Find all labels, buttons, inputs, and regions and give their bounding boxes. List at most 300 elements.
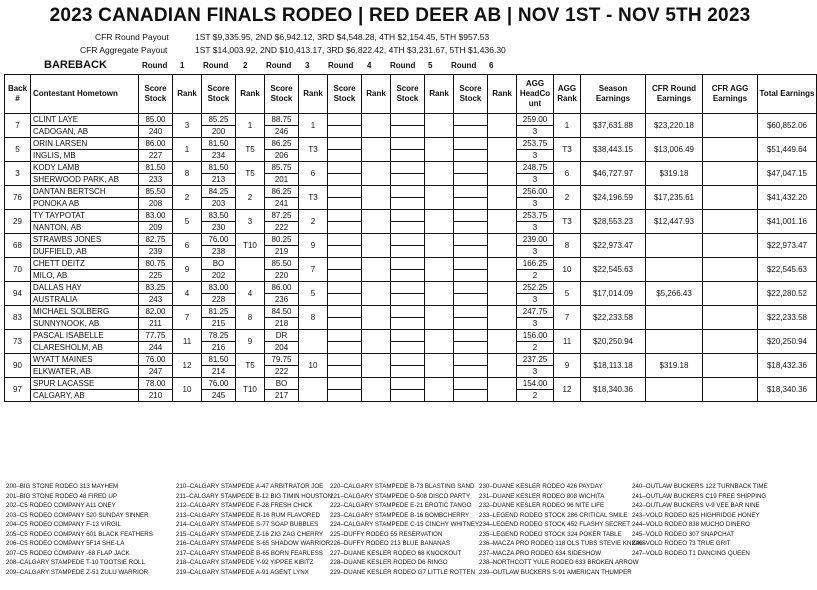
round-6-stock	[454, 366, 488, 378]
season-earnings: $37,631.88	[581, 114, 646, 138]
stock-list-item: 219–CALGARY STAMPEDE A-91 AGENT LYNX	[176, 568, 309, 576]
round-6-rank	[488, 306, 517, 330]
round-1-rank: 11	[173, 330, 202, 354]
agg-rank: T3	[554, 210, 581, 234]
total-earnings: $60,852.06	[758, 114, 817, 138]
round-5-stock	[391, 270, 425, 282]
back-number: 3	[5, 162, 31, 186]
round-2-score: 76.00	[202, 378, 236, 390]
round-6-score	[454, 258, 488, 270]
round-1-score: 78.00	[139, 378, 173, 390]
round-4-stock	[328, 198, 362, 210]
stock-list-item: 230–DUANE KESLER RODEO 426 PAYDAY	[479, 483, 603, 490]
round-3-stock: 201	[265, 174, 299, 186]
round-1-stock: 211	[139, 318, 173, 330]
round-6-stock	[454, 294, 488, 306]
round-3-stock: 236	[265, 294, 299, 306]
cfr-agg-earnings	[703, 258, 758, 282]
stock-list-item: 240–OUTLAW BUCKERS 122 TURNBACK TIME	[632, 483, 768, 490]
round-3-stock: 222	[265, 366, 299, 378]
agg-score: 253.75	[517, 138, 554, 150]
table-row	[5, 354, 817, 366]
contestant-hometown: PONOKA AB	[31, 198, 139, 210]
round-6-rank	[488, 282, 517, 306]
round-4-score	[328, 258, 362, 270]
agg-rank: T3	[554, 138, 581, 162]
round-3-rank: 5	[299, 282, 328, 306]
round-5-rank	[425, 330, 454, 354]
round-4-stock	[328, 126, 362, 138]
stock-list-item: 213–CALGARY STAMPEDE R-16 RUM FLAVORED	[176, 511, 320, 519]
round-3-score: 87.25	[265, 210, 299, 222]
round-6-rank	[488, 162, 517, 186]
stock-list-col-4	[479, 482, 646, 577]
round-5-stock	[391, 318, 425, 330]
round-payout-value: 1ST $9,335.95, 2ND $6,942.12, 3RD $4,548.28, 4TH $2,154.45, 5TH $957.53	[195, 32, 490, 42]
round-label: Round	[328, 61, 354, 70]
cfr-round-earnings: $319.18	[646, 354, 703, 378]
round-label: Round	[390, 61, 416, 70]
agg-rank: 7	[554, 306, 581, 330]
stock-list-item: 200–BIG STONE RODEO 313 MAYHEM	[6, 483, 119, 490]
cfr-round-earnings: $13,006.49	[646, 138, 703, 162]
round-1-rank: 10	[173, 378, 202, 402]
stock-list-item: 241–OUTLAW BUCKERS C19 FREE SHIPPING	[632, 492, 767, 500]
round-5-rank	[425, 210, 454, 234]
season-earnings: $24,196.59	[581, 186, 646, 210]
round-5-score	[391, 162, 425, 174]
season-earnings: $46,727.97	[581, 162, 646, 186]
round-6-score	[454, 138, 488, 150]
col-r2-rank: Rank	[236, 75, 265, 114]
table-row	[5, 234, 817, 246]
total-earnings: $51,449.64	[758, 138, 817, 162]
round-3-score: 86.25	[265, 186, 299, 198]
agg-score: 156.00	[517, 330, 554, 342]
season-earnings: $22,973.47	[581, 234, 646, 258]
round-5-rank	[425, 306, 454, 330]
round-4-score	[328, 210, 362, 222]
back-number: 97	[5, 378, 31, 402]
stock-list-item: 209–CALGARY STAMPEDE Z-51 ZULU WARRIOR	[6, 568, 149, 576]
round-5-stock	[391, 390, 425, 402]
round-6-score	[454, 378, 488, 390]
round-3-rank	[299, 330, 328, 354]
header-row	[5, 75, 817, 114]
round-3-stock: 217	[265, 390, 299, 402]
stock-list-item: 244–VOLD RODEO 838 MUCHO DINERO	[632, 521, 750, 528]
round-4-score	[328, 354, 362, 366]
cfr-round-earnings: $17,235.61	[646, 186, 703, 210]
round-4-rank	[362, 234, 391, 258]
col-r6-rank: Rank	[488, 75, 517, 114]
col-r2-score: Score Stock	[202, 75, 236, 114]
round-4-score	[328, 330, 362, 342]
stock-list-item: 234–LEGEND RODEO STOCK 452 FLASHY SECRET	[479, 521, 631, 528]
cfr-round-earnings: $23,220.18	[646, 114, 703, 138]
round-3-rank: T3	[299, 138, 328, 162]
round-5-rank	[425, 234, 454, 258]
round-2-rank: T10	[236, 378, 265, 402]
round-4-rank	[362, 378, 391, 402]
col-r1-score: Score Stock	[139, 75, 173, 114]
stock-list-item: 210–CALGARY STAMPEDE A-47 ARBITRATOR JOE	[176, 483, 324, 490]
round-2-score: 85.25	[202, 114, 236, 126]
round-6-score	[454, 306, 488, 318]
back-number: 83	[5, 306, 31, 330]
stock-list-col-5	[632, 482, 768, 558]
round-4-stock	[328, 270, 362, 282]
round-3-stock: 206	[265, 150, 299, 162]
round-3-score: 88.75	[265, 114, 299, 126]
agg-rank: 5	[554, 282, 581, 306]
agg-score: 253.75	[517, 210, 554, 222]
round-2-stock: 214	[202, 366, 236, 378]
contestant-name: WYATT MAINES	[31, 354, 139, 366]
round-4-rank	[362, 354, 391, 378]
cfr-round-earnings	[646, 306, 703, 330]
round-1-rank: 5	[173, 210, 202, 234]
contestant-name: ORIN LARSEN	[31, 138, 139, 150]
col-agg-head: AGG HeadCo unt	[517, 75, 554, 114]
agg-rank: 6	[554, 162, 581, 186]
round-1-rank: 2	[173, 186, 202, 210]
contestant-hometown: DUFFIELD, AB	[31, 246, 139, 258]
round-6-score	[454, 234, 488, 246]
stock-list-item: 202–C5 RODEO COMPANY A11 ONEY	[6, 502, 116, 509]
round-2-stock: 238	[202, 246, 236, 258]
round-2-score: 81.25	[202, 306, 236, 318]
round-4-score	[328, 282, 362, 294]
total-earnings: $41,001.16	[758, 210, 817, 234]
agg-score: 248.75	[517, 162, 554, 174]
round-4-rank	[362, 162, 391, 186]
back-number: 76	[5, 186, 31, 210]
stock-list-item: 226–DUFFY RODEO 213 BLUE BANANAS	[330, 540, 450, 547]
agg-head-count: 3	[517, 246, 554, 258]
round-3-stock: 222	[265, 222, 299, 234]
round-number: 6	[489, 61, 494, 70]
season-earnings: $20,250.94	[581, 330, 646, 354]
round-4-rank	[362, 210, 391, 234]
round-1-stock: 233	[139, 174, 173, 186]
round-5-stock	[391, 246, 425, 258]
table-row	[5, 330, 817, 342]
round-2-score: 81.50	[202, 138, 236, 150]
round-1-score: 85.00	[139, 114, 173, 126]
round-1-rank: 8	[173, 162, 202, 186]
table-row	[5, 258, 817, 270]
col-agg-rank: AGG Rank	[554, 75, 581, 114]
stock-list-col-2	[176, 482, 332, 577]
table-row	[5, 306, 817, 318]
round-1-rank: 9	[173, 258, 202, 282]
round-2-score: 78.25	[202, 330, 236, 342]
stock-list-col-1	[6, 482, 153, 577]
agg-rank: 11	[554, 330, 581, 354]
table-row	[5, 378, 817, 390]
cfr-round-earnings: $12,447.93	[646, 210, 703, 234]
round-5-score	[391, 330, 425, 342]
round-1-score: 81.50	[139, 162, 173, 174]
round-4-stock	[328, 318, 362, 330]
aggregate-payout-value: 1ST $14,003.92, 2ND $10,413.17, 3RD $6,822.42, 4TH $3,231.67, 5TH $1,436.30	[195, 45, 506, 55]
total-earnings: $22,233.58	[758, 306, 817, 330]
round-1-stock: 209	[139, 222, 173, 234]
season-earnings: $22,545.63	[581, 258, 646, 282]
agg-head-count: 2	[517, 390, 554, 402]
cfr-agg-earnings	[703, 330, 758, 354]
round-2-score: BO	[202, 258, 236, 270]
cfr-agg-earnings	[703, 162, 758, 186]
round-5-score	[391, 354, 425, 366]
round-3-score: 85.50	[265, 258, 299, 270]
back-number: 90	[5, 354, 31, 378]
round-number: 1	[180, 61, 185, 70]
agg-head-count: 3	[517, 294, 554, 306]
season-earnings: $17,014.09	[581, 282, 646, 306]
round-1-rank: 4	[173, 282, 202, 306]
round-1-score: 82.00	[139, 306, 173, 318]
stock-list-item: 247–VOLD RODEO T1 DANCING QUEEN	[632, 549, 750, 557]
agg-score: 259.00	[517, 114, 554, 126]
round-1-rank: 12	[173, 354, 202, 378]
round-4-score	[328, 378, 362, 390]
stock-list-item: 205–C5 RODEO COMPANY 601 BLACK FEATHERS	[6, 530, 153, 538]
stock-list-item: 220–CALGARY STAMPEDE B-73 BLASTING SAND	[330, 483, 475, 490]
round-6-stock	[454, 390, 488, 402]
round-2-rank: T10	[236, 234, 265, 258]
round-4-rank	[362, 138, 391, 162]
cfr-round-earnings: $319.18	[646, 162, 703, 186]
round-6-score	[454, 114, 488, 126]
round-5-rank	[425, 282, 454, 306]
round-3-rank	[299, 378, 328, 402]
round-6-rank	[488, 234, 517, 258]
table-row	[5, 186, 817, 198]
back-number: 5	[5, 138, 31, 162]
agg-score: 166.25	[517, 258, 554, 270]
round-3-stock: 220	[265, 270, 299, 282]
table-row	[5, 210, 817, 222]
round-3-stock: 241	[265, 198, 299, 210]
table-row	[5, 282, 817, 294]
cfr-round-earnings	[646, 234, 703, 258]
round-5-rank	[425, 186, 454, 210]
stock-list-item: 203–C5 RODEO COMPANY 520 SUNDAY SINNER	[6, 511, 149, 519]
contestant-name: SPUR LACASSE	[31, 378, 139, 390]
contestant-hometown: INGLIS, MB	[31, 150, 139, 162]
total-earnings: $41,432.20	[758, 186, 817, 210]
round-3-rank: 6	[299, 162, 328, 186]
stock-list-item: 246–VOLD RODEO 73 TRUE GRIT	[632, 540, 731, 547]
contestant-hometown: SHERWOOD PARK, AB	[31, 174, 139, 186]
agg-score: 256.00	[517, 186, 554, 198]
round-6-rank	[488, 186, 517, 210]
round-4-score	[328, 306, 362, 318]
round-3-rank: 1	[299, 114, 328, 138]
round-6-stock	[454, 174, 488, 186]
round-3-rank: 2	[299, 210, 328, 234]
round-6-stock	[454, 126, 488, 138]
agg-head-count: 3	[517, 150, 554, 162]
event-name: BAREBACK	[44, 59, 107, 71]
round-4-stock	[328, 150, 362, 162]
round-4-score	[328, 234, 362, 246]
season-earnings: $28,553.23	[581, 210, 646, 234]
stock-list-item: 214–CALGARY STAMPEDE S-77 SOAP BUBBLES	[176, 521, 319, 528]
round-1-stock: 225	[139, 270, 173, 282]
total-earnings: $18,432.36	[758, 354, 817, 378]
back-number: 7	[5, 114, 31, 138]
contestant-hometown: MILO, AB	[31, 270, 139, 282]
stock-list-item: 201–BIG STONE RODEO 48 FIRED UP	[6, 492, 117, 500]
agg-rank: 2	[554, 186, 581, 210]
col-r5-score: Score Stock	[391, 75, 425, 114]
round-2-stock: 230	[202, 222, 236, 234]
agg-head-count: 3	[517, 126, 554, 138]
round-4-rank	[362, 282, 391, 306]
contestant-name: PASCAL ISABELLE	[31, 330, 139, 342]
round-6-stock	[454, 246, 488, 258]
back-number: 70	[5, 258, 31, 282]
round-6-stock	[454, 318, 488, 330]
round-1-stock: 244	[139, 342, 173, 354]
round-2-stock: 200	[202, 126, 236, 138]
total-earnings: $22,973.47	[758, 234, 817, 258]
round-2-stock: 234	[202, 150, 236, 162]
round-3-score: 85.75	[265, 162, 299, 174]
stock-list-item: 218–CALGARY STAMPEDE Y-92 YIPPEE KIBITZ	[176, 559, 314, 566]
round-payout-label: CFR Round Payout	[95, 32, 169, 42]
round-4-rank	[362, 114, 391, 138]
round-5-rank	[425, 138, 454, 162]
round-5-stock	[391, 294, 425, 306]
round-1-score: 86.00	[139, 138, 173, 150]
round-3-score: DR	[265, 330, 299, 342]
round-6-score	[454, 186, 488, 198]
round-5-score	[391, 282, 425, 294]
round-1-rank: 6	[173, 234, 202, 258]
stock-list-item: 232–DUANE KESLER RODEO 96 NITE LIFE	[479, 502, 605, 509]
round-5-stock	[391, 198, 425, 210]
agg-score: 252.25	[517, 282, 554, 294]
round-4-stock	[328, 294, 362, 306]
agg-head-count: 3	[517, 366, 554, 378]
table-row	[5, 138, 817, 150]
cfr-agg-earnings	[703, 186, 758, 210]
round-2-rank: T5	[236, 138, 265, 162]
round-3-score: 86.00	[265, 282, 299, 294]
agg-head-count: 2	[517, 270, 554, 282]
round-number: 3	[305, 61, 310, 70]
round-5-score	[391, 210, 425, 222]
round-6-rank	[488, 210, 517, 234]
round-3-score: 84.50	[265, 306, 299, 318]
round-6-score	[454, 282, 488, 294]
round-number: 5	[428, 61, 433, 70]
round-3-rank: 9	[299, 234, 328, 258]
round-2-stock: 215	[202, 318, 236, 330]
round-1-score: 76.00	[139, 354, 173, 366]
table-row	[5, 162, 817, 174]
round-2-rank	[236, 258, 265, 282]
season-earnings: $38,443.15	[581, 138, 646, 162]
round-2-score: 81.50	[202, 162, 236, 174]
agg-score: 154.00	[517, 378, 554, 390]
round-2-stock: 228	[202, 294, 236, 306]
round-3-rank: T3	[299, 186, 328, 210]
contestant-name: CLINT LAYE	[31, 114, 139, 126]
round-3-score: 79.75	[265, 354, 299, 366]
col-r3-rank: Rank	[299, 75, 328, 114]
round-4-stock	[328, 366, 362, 378]
back-number: 94	[5, 282, 31, 306]
round-1-stock: 227	[139, 150, 173, 162]
contestant-hometown: SUNNYNOOK, AB	[31, 318, 139, 330]
season-earnings: $22,233.58	[581, 306, 646, 330]
stock-list-item: 229–DUANE KESLER RODEO G7 LITTLE ROTTEN	[330, 568, 476, 576]
round-label: Round	[142, 61, 168, 70]
agg-head-count: 3	[517, 174, 554, 186]
round-5-score	[391, 186, 425, 198]
round-1-score: 82.75	[139, 234, 173, 246]
col-r6-score: Score Stock	[454, 75, 488, 114]
agg-head-count: 3	[517, 198, 554, 210]
cfr-round-earnings	[646, 378, 703, 402]
round-3-stock: 218	[265, 318, 299, 330]
round-1-stock: 240	[139, 126, 173, 138]
contestant-hometown: NANTON, AB	[31, 222, 139, 234]
cfr-agg-earnings	[703, 234, 758, 258]
stock-list-item: 233–LEGEND RODEO STOCK 286 CRITICAL SMILE	[479, 511, 628, 519]
agg-score: 237.25	[517, 354, 554, 366]
back-number: 73	[5, 330, 31, 354]
agg-rank: 8	[554, 234, 581, 258]
round-4-score	[328, 186, 362, 198]
cfr-agg-earnings	[703, 138, 758, 162]
agg-rank: 9	[554, 354, 581, 378]
stock-list-item: 239–OUTLAW BUCKERS S-91 AMERICAN THUMPER	[479, 568, 632, 576]
col-total: Total Earnings	[758, 75, 817, 114]
round-label: Round	[203, 61, 229, 70]
stock-list-item: 243–VOLD RODEO 625 HIGHRIDGE HONEY	[632, 511, 760, 519]
round-2-score: 76.00	[202, 234, 236, 246]
round-5-stock	[391, 126, 425, 138]
contestant-hometown: ELKWATER, AB	[31, 366, 139, 378]
total-earnings: $47,047.15	[758, 162, 817, 186]
col-cfr-agg: CFR AGG Earnings	[703, 75, 758, 114]
contestant-name: KODY LAMB	[31, 162, 139, 174]
round-5-stock	[391, 222, 425, 234]
round-3-rank: 10	[299, 354, 328, 378]
round-2-rank: 1	[236, 114, 265, 138]
round-3-stock: 204	[265, 342, 299, 354]
round-1-score: 77.75	[139, 330, 173, 342]
stock-list-item: 222–CALGARY STAMPEDE E-21 EROTIC TANGO	[330, 502, 472, 509]
round-2-stock: 216	[202, 342, 236, 354]
round-4-stock	[328, 174, 362, 186]
round-4-score	[328, 138, 362, 150]
round-4-rank	[362, 330, 391, 354]
round-1-stock: 208	[139, 198, 173, 210]
round-2-stock: 213	[202, 174, 236, 186]
stock-list-item: 215–CALGARY STAMPEDE Z-16 ZIG ZAG CHERRY	[176, 530, 324, 538]
stock-list-item: 204–C5 RODEO COMPANY F-13 VIRGIL	[6, 521, 121, 528]
round-4-score	[328, 114, 362, 126]
col-r4-score: Score Stock	[328, 75, 362, 114]
round-2-rank: 2	[236, 186, 265, 210]
